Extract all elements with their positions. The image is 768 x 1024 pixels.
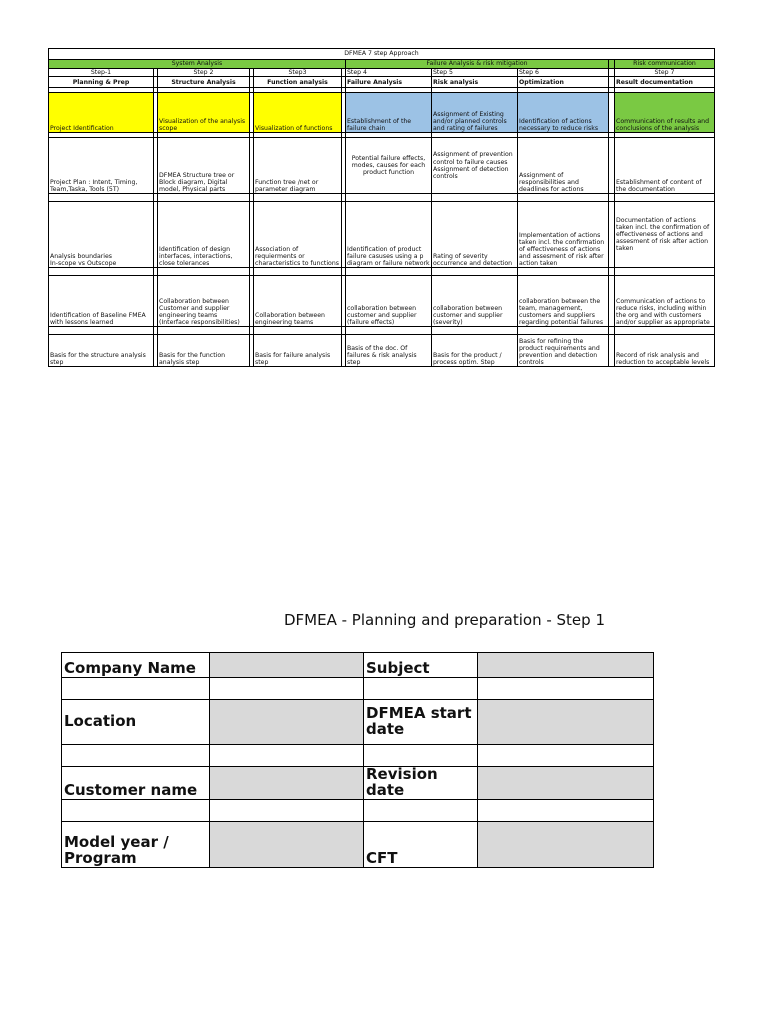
table-cell: Implementation of actions taken incl. the confirmation of effectiveness of actions and assesment of risk after action taken bbox=[518, 202, 609, 268]
step-label: Step3 bbox=[254, 69, 342, 77]
group-risk-communication: Risk communication bbox=[615, 60, 715, 69]
table-cell: Record of risk analysis and reduction to acceptable levels bbox=[615, 335, 715, 367]
customer-name-field[interactable] bbox=[210, 767, 364, 800]
subject-label: Subject bbox=[364, 653, 478, 678]
table-cell: Assignment of responsibilities and deadlines for actions bbox=[518, 138, 609, 194]
step-label: Step 5 bbox=[432, 69, 518, 77]
highlight-cell: Visualization of functions bbox=[254, 93, 342, 133]
table-cell: Rating of severity occurrence and detection bbox=[432, 202, 518, 268]
highlight-cell: Establishment of the failure chain bbox=[346, 93, 432, 133]
dfmea-7-step-table bbox=[48, 48, 715, 367]
table-cell: Basis for the product / process optim. Step bbox=[432, 335, 518, 367]
group-failure-analysis: Failure Analysis & risk mitigation bbox=[346, 60, 609, 69]
model-year-program-field[interactable] bbox=[210, 821, 364, 867]
table-cell: collaboration between customer and supplier (severity) bbox=[432, 276, 518, 327]
table-cell: Documentation of actions taken incl. the confirmation of effectiveness of actions and assesment of risk after action taken bbox=[615, 202, 715, 268]
step-label: Step 6 bbox=[518, 69, 609, 77]
dfmea-start-date-field[interactable] bbox=[478, 700, 654, 745]
step-name: Optimization bbox=[518, 77, 609, 88]
step-name: Result documentation bbox=[615, 77, 715, 88]
step-name: Structure Analysis bbox=[158, 77, 250, 88]
cft-field[interactable] bbox=[478, 821, 654, 867]
table-cell: Collaboration between Customer and supplier engineering teams (Interface responsibilities) bbox=[158, 276, 250, 327]
table-cell: collaboration between customer and supplier (failure effects) bbox=[346, 276, 432, 327]
planning-form bbox=[61, 652, 654, 868]
highlight-cell: Assignment of Existing and/or planned controls and rating of failures bbox=[432, 93, 518, 133]
subject-field[interactable] bbox=[478, 653, 654, 678]
step-label: Step 2 bbox=[158, 69, 250, 77]
table-cell: Identification of design interfaces, interactions, close tolerances bbox=[158, 202, 250, 268]
cft-label: CFT bbox=[364, 821, 478, 867]
step-name: Risk analysis bbox=[432, 77, 518, 88]
company-name-field[interactable] bbox=[210, 653, 364, 678]
table-cell bbox=[49, 202, 154, 268]
form-title: DFMEA - Planning and preparation - Step 1 bbox=[284, 611, 605, 629]
group-system-analysis: System Analysis bbox=[49, 60, 346, 69]
model-year-program-label: Model year / Program bbox=[62, 821, 210, 867]
location-field[interactable] bbox=[210, 700, 364, 745]
scope-note: In-scope vs Outscope bbox=[50, 260, 117, 267]
table-cell: Basis for refining the product requirements and prevention and detection controls bbox=[518, 335, 609, 367]
location-label: Location bbox=[62, 700, 210, 745]
step-label: Step 7 bbox=[615, 69, 715, 77]
table-cell: Collaboration between engineering teams bbox=[254, 276, 342, 327]
table-cell: Basis for the structure analysis step bbox=[49, 335, 154, 367]
revision-date-field[interactable] bbox=[478, 767, 654, 800]
step-name: Function analysis bbox=[254, 77, 342, 88]
table-cell: Association of requierments or characteristics to functions bbox=[254, 202, 342, 268]
table-cell: Identification of product failure casuses using a p diagram or failure network bbox=[346, 202, 432, 268]
table-cell: Function tree /net or parameter diagram bbox=[254, 138, 342, 194]
company-name-label: Company Name bbox=[62, 653, 210, 678]
table-cell: DFMEA Structure tree or Block diagram, Digital model, Physical parts bbox=[158, 138, 250, 194]
step-label: Step-1 bbox=[49, 69, 154, 77]
table-title: DFMEA 7 step Approach bbox=[49, 49, 715, 60]
highlight-cell: Communication of results and conclusions of the analysis bbox=[615, 93, 715, 133]
table-cell: Basis for the function analysis step bbox=[158, 335, 250, 367]
highlight-cell: Visualization of the analysis scope bbox=[158, 93, 250, 133]
highlight-cell: Identification of actions necessary to reduce risks bbox=[518, 93, 609, 133]
table-cell: Communication of actions to reduce risks, including within the org and with customers and/or supplier as appropriate bbox=[615, 276, 715, 327]
highlight-cell: Project Identification bbox=[49, 93, 154, 133]
analysis-boundaries: Analysis boundaries bbox=[50, 252, 113, 260]
table-cell: Basis for failure analysis step bbox=[254, 335, 342, 367]
table-cell: Assignment of prevention control to failure causes Assignment of detection controls bbox=[432, 138, 518, 194]
customer-name-label: Customer name bbox=[62, 767, 210, 800]
table-cell: Potential failure effects, modes, causes for each product function bbox=[346, 138, 432, 194]
table-cell: Project Plan : Intent, Timing, Team,Taska, Tools (5T) bbox=[49, 138, 154, 194]
step-name: Planning & Prep bbox=[49, 77, 154, 88]
dfmea-start-date-label: DFMEA start date bbox=[364, 700, 478, 745]
table-cell: Establishment of content of the documentation bbox=[615, 138, 715, 194]
step-name: Failure Analysis bbox=[346, 77, 432, 88]
step-label: Step 4 bbox=[346, 69, 432, 77]
table-cell: collaboration between the team, management, customers and suppliers regarding potential failures bbox=[518, 276, 609, 327]
revision-date-label: Revision date bbox=[364, 767, 478, 800]
table-cell: Identification of Baseline FMEA with lessons learned bbox=[49, 276, 154, 327]
table-cell: Basis of the doc. Of failures & risk analysis step bbox=[346, 335, 432, 367]
